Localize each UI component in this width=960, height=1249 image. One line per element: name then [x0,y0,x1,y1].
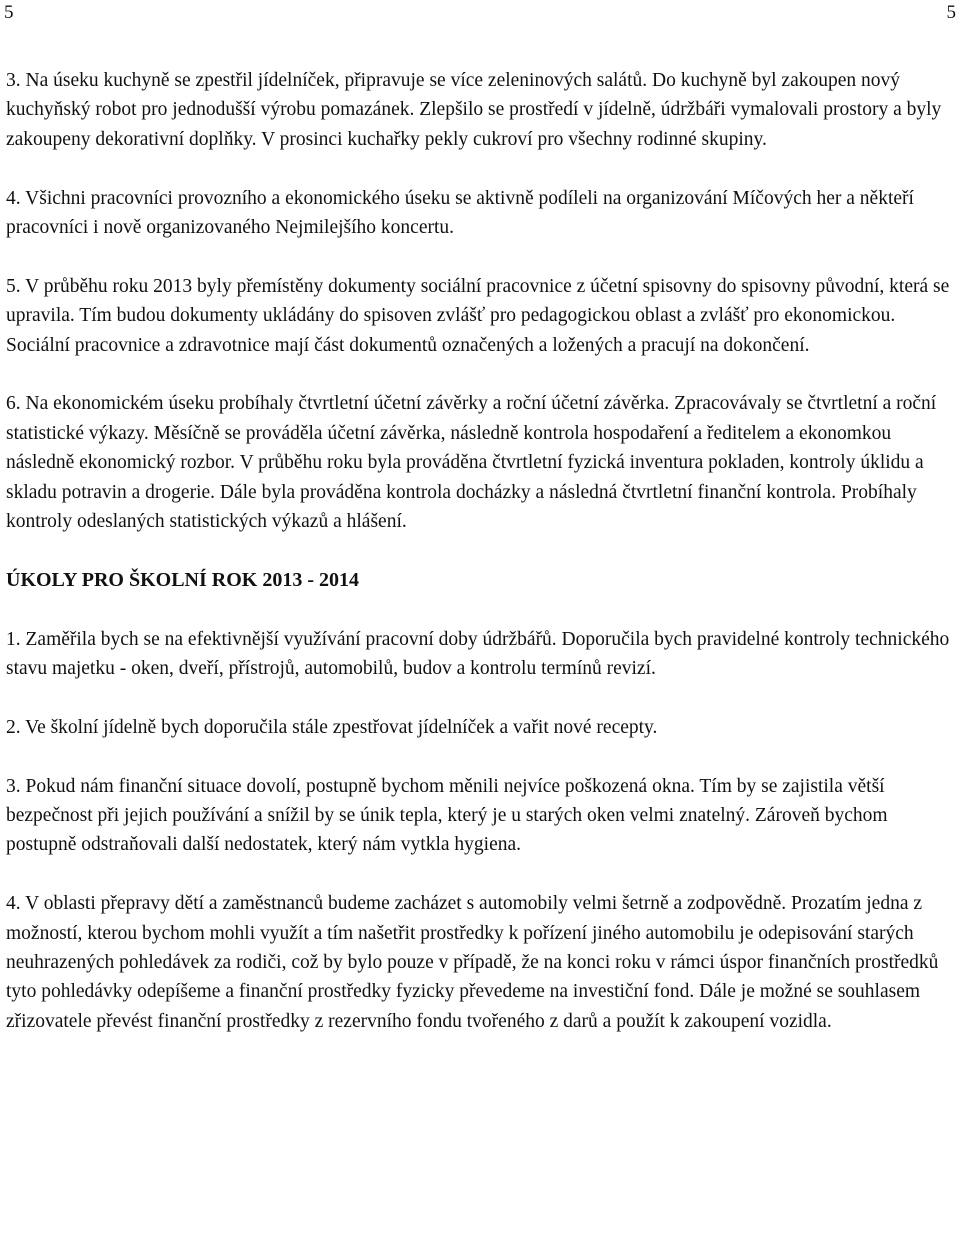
task-item-maintenance: 1. Zaměřila bych se na efektivnější využívání pracovní doby údržbářů. Doporučila bych pravidelné kontroly technického stavu majetku - oken, dveří, přístrojů, automobilů, budov a kontrolu termínů revizí. [6,628,950,680]
document-body [6,66,958,1036]
paragraph-staff-events: 4. Všichni pracovníci provozního a ekonomického úseku se aktivně podíleli na organizování Míčových her a někteří pracovníci i nově organizovaného Nejmilejšího koncertu. [6,187,914,239]
task-item-transport: 4. V oblasti přepravy dětí a zaměstnanců budeme zacházet s automobily velmi šetrně a zodpovědně. Prozatím jedna z možností, kterou bychom mohli využít a tím našetřit prostředky k pořízení jiného automobilu je odepisování starých neuhrazených pohledávek za rodiči, což by bylo pouze v případě, že na konci roku v rámci úspor finančních prostředků tyto pohledávky odepíšeme a finanční prostředky fyzicky převedeme na investiční fond. Dále je možné se souhlasem zřizovatele převést finanční prostředky z rezervního fondu tvořeného z darů a použít k zakoupení vozidla. [6,893,939,1032]
page-number-right: 5 [946,2,956,23]
page-number-left: 5 [4,2,14,23]
task-item-windows: 3. Pokud nám finanční situace dovolí, postupně bychom měnili nejvíce poškozená okna. Tím by se zajistila větší bezpečnost při jejich používání a snížil by se únik tepla, který je u starých oken velmi znatelný. Zároveň bychom postupně odstraňovali další nedostatek, který nám vytkla hygiena. [6,775,888,856]
task-item-canteen: 2. Ve školní jídelně bych doporučila stále zpestřovat jídelníček a vařit nové recepty. [6,716,658,738]
paragraph-kitchen: 3. Na úseku kuchyně se zpestřil jídelníček, připravuje se více zeleninových salátů. Do kuchyně byl zakoupen nový kuchyňský robot pro jednodušší výrobu pomazánek. Zlepšilo se prostředí v jídelně, údržbáři vymalovali prostory a byly zakoupeny dekorativní doplňky. V prosinci kuchařky pekly cukroví pro všechny rodinné skupiny. [6,70,942,150]
section-heading: ÚKOLY PRO ŠKOLNÍ ROK 2013 - 2014 [6,568,359,591]
paragraph-archive: 5. V průběhu roku 2013 byly přemístěny dokumenty sociální pracovnice z účetní spisovny do spisovny původní, která se upravila. Tím budou dokumenty ukládány do spisoven zvlášť pro pedagogickou oblast a zvlášť pro ekonomickou. Sociální pracovnice a zdravotnice mají část dokumentů označených a ložených a pracují na dokončení. [6,275,950,356]
paragraph-economic-section: 6. Na ekonomickém úseku probíhaly čtvrtletní účetní závěrky a roční účetní závěrka. Zpracovávaly se čtvrtletní a roční statistické výkazy. Měsíčně se prováděla účetní závěrka, následně kontrola hospodaření a ředitelem a ekonomkou následně ekonomický rozbor. V průběhu roku byla prováděna čtvrtletní fyzická inventura pokladen, kontroly úklidu a skladu potravin a drogerie. Dále byla prováděna kontrola docházky a následná čtvrtletní finanční kontrola. Probíhaly kontroly odeslaných statistických výkazů a hlášení. [6,393,937,533]
